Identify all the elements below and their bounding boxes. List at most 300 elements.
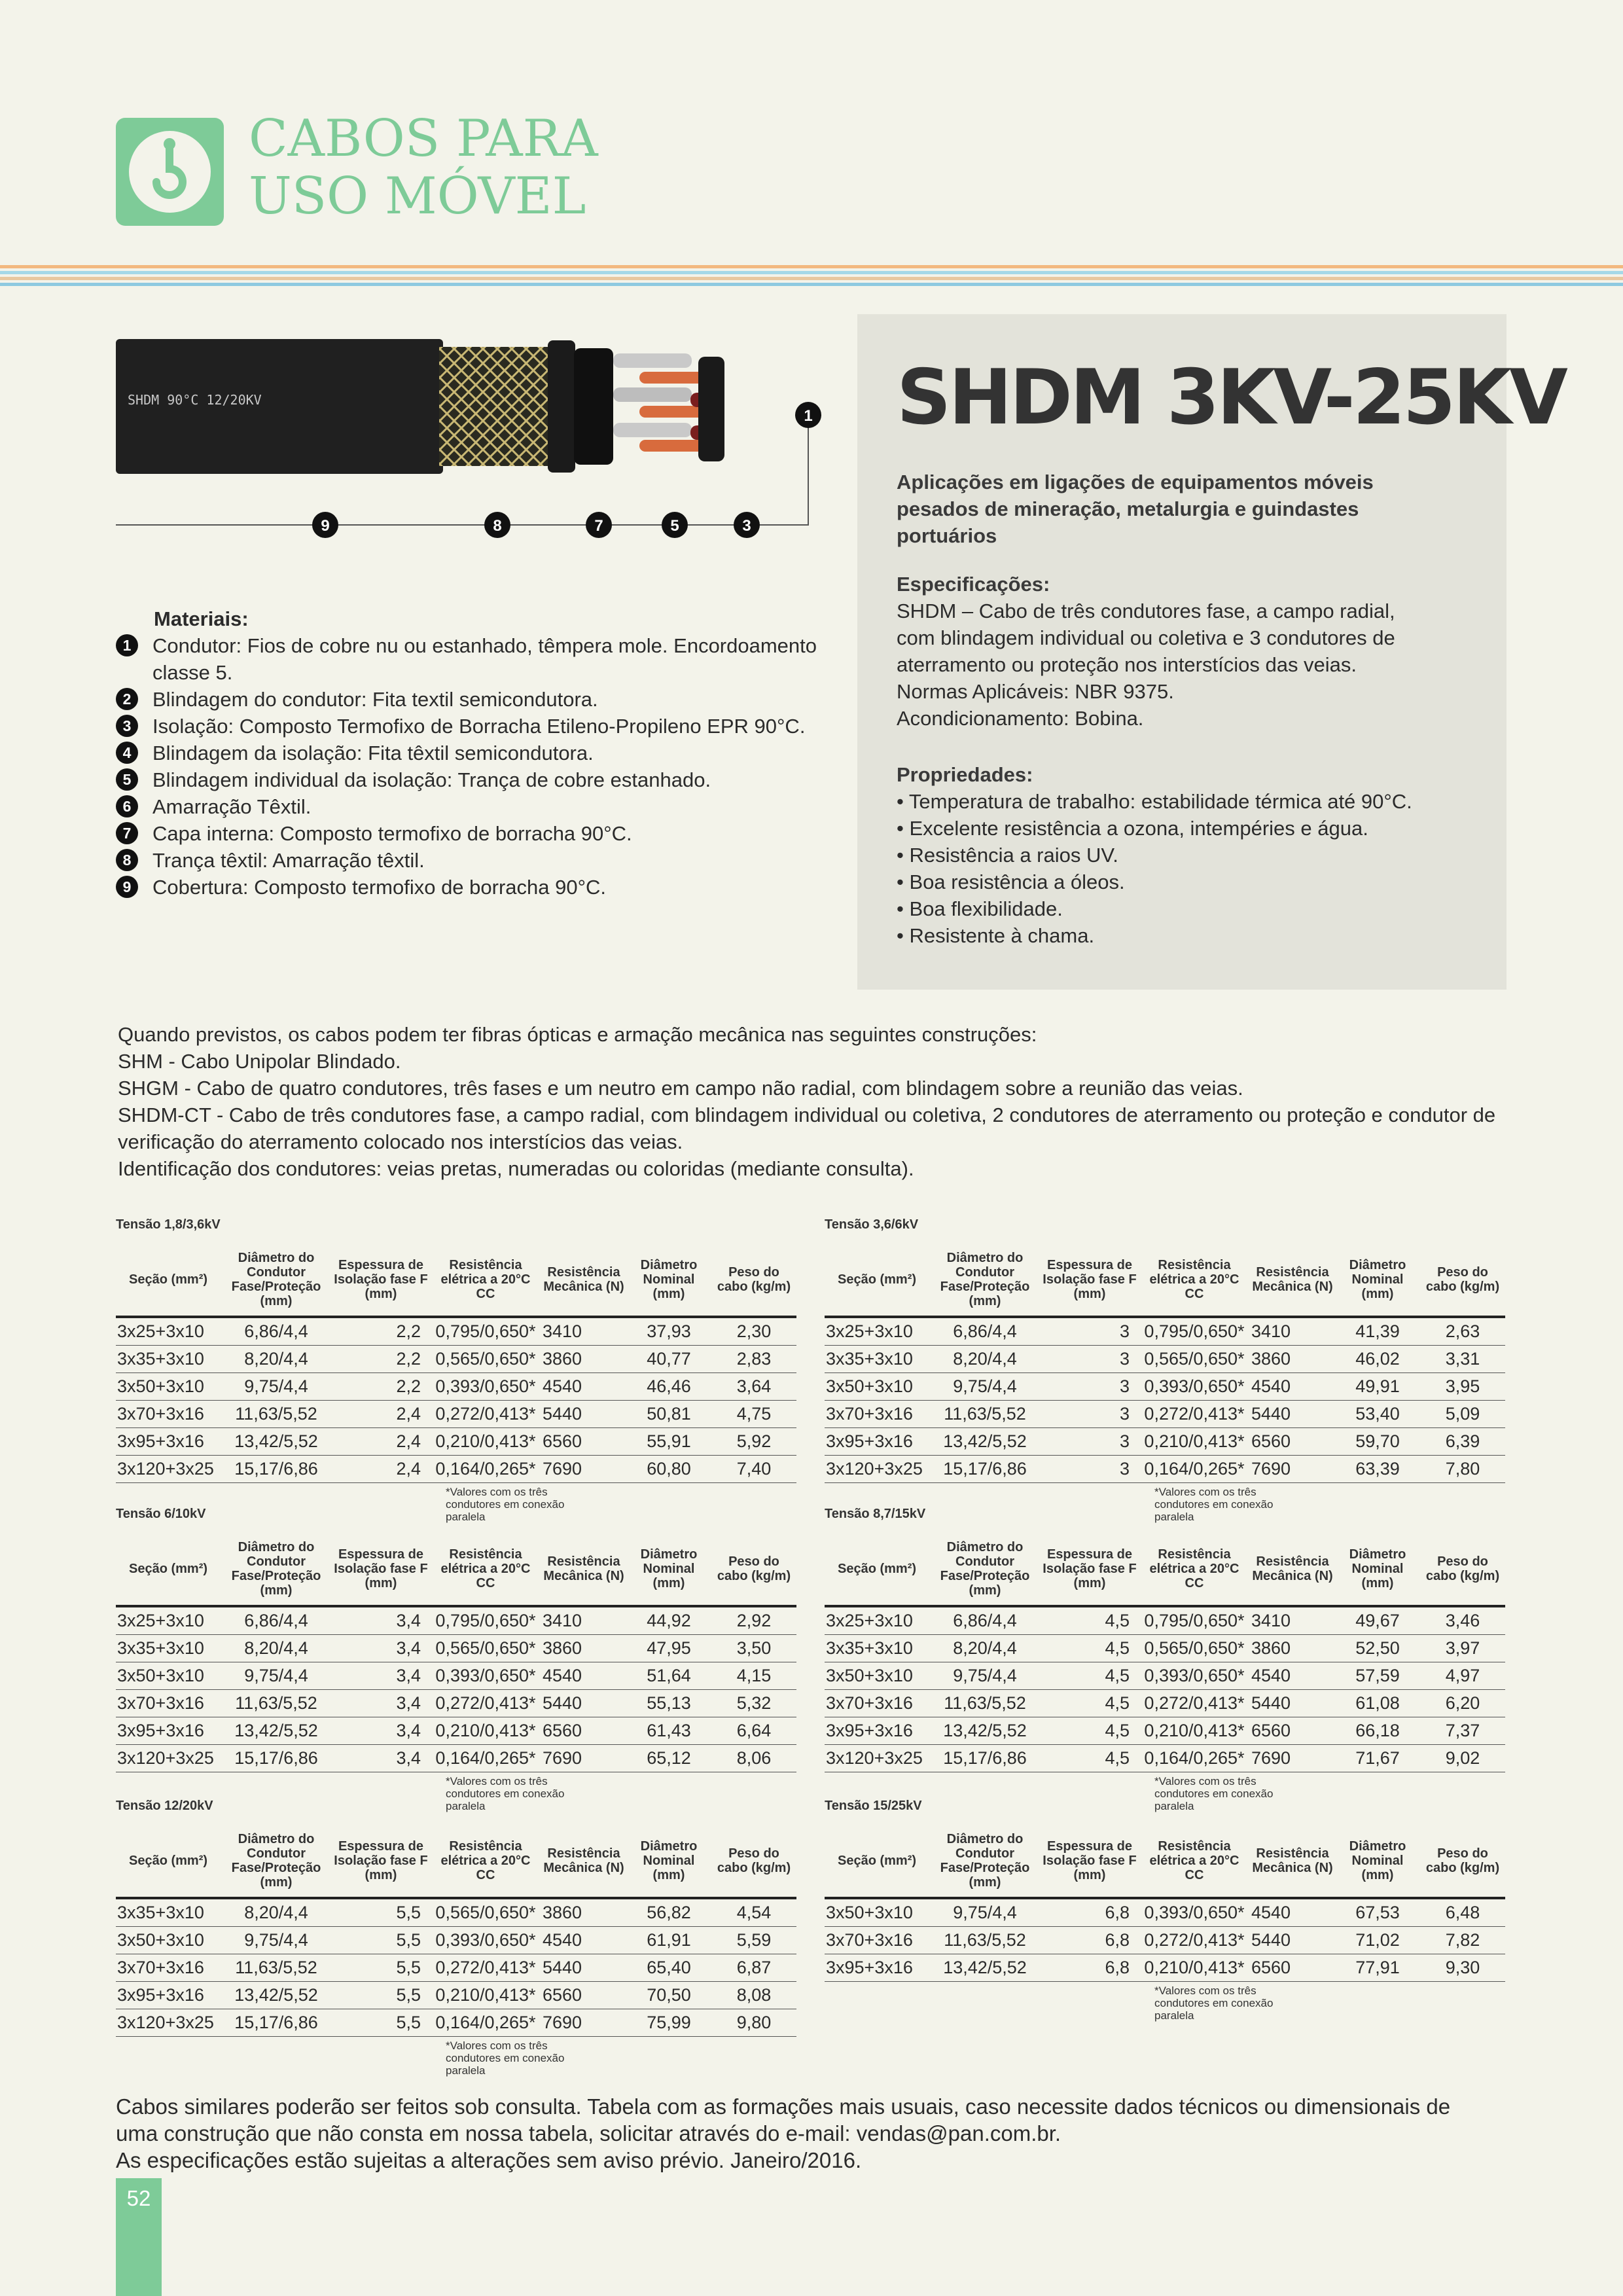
table-cell: 3x25+3x10 xyxy=(116,1606,221,1635)
material-text: Trança têxtil: Amarração têxtil. xyxy=(152,849,425,872)
table-cell: 4,5 xyxy=(1041,1717,1139,1745)
table-cell: 3,46 xyxy=(1420,1606,1505,1635)
table-cell: 6,86/4,4 xyxy=(929,1317,1041,1346)
table-cell: 5440 xyxy=(1250,1927,1335,1954)
table-cell: 11,63/5,52 xyxy=(929,1401,1041,1428)
material-text: Condutor: Fios de cobre nu ou estanhado, têmpera mole. Encordoamento classe 5. xyxy=(152,634,817,684)
column-header: Peso do cabo (kg/m) xyxy=(711,1825,796,1898)
table-cell: 2,63 xyxy=(1420,1317,1505,1346)
table-cell: 5,92 xyxy=(711,1428,796,1456)
table-block xyxy=(116,1507,796,1812)
table-cell: 11,63/5,52 xyxy=(221,1690,332,1717)
table-cell: 4,54 xyxy=(711,1898,796,1927)
table-block xyxy=(116,1799,796,2077)
table-cell: 8,20/4,4 xyxy=(221,1346,332,1373)
table-cell: 55,91 xyxy=(626,1428,711,1456)
table-cell: 3x95+3x16 xyxy=(825,1717,929,1745)
table-cell: 37,93 xyxy=(626,1317,711,1346)
table-cell: 0,164/0,265* xyxy=(1139,1456,1250,1483)
table-cell: 3x35+3x10 xyxy=(116,1346,221,1373)
table-cell: 3x120+3x25 xyxy=(116,2009,221,2037)
table-cell: 0,164/0,265* xyxy=(430,1745,541,1772)
material-number: 4 xyxy=(116,742,138,764)
material-item xyxy=(116,686,823,713)
table-cell: 6,8 xyxy=(1041,1954,1139,1982)
table-cell: 3x120+3x25 xyxy=(825,1745,929,1772)
table-cell: 3 xyxy=(1041,1317,1139,1346)
column-header: Peso do cabo (kg/m) xyxy=(1420,1825,1505,1898)
table-cell: 59,70 xyxy=(1335,1428,1420,1456)
table-cell: 15,17/6,86 xyxy=(221,1456,332,1483)
column-header: Peso do cabo (kg/m) xyxy=(711,1244,796,1317)
table-cell: 67,53 xyxy=(1335,1898,1420,1927)
table-cell: 0,795/0,650* xyxy=(430,1606,541,1635)
column-header: Resistência elétrica a 20°C CC xyxy=(1139,1244,1250,1317)
table-cell: 8,08 xyxy=(711,1982,796,2009)
table-cell: 0,210/0,413* xyxy=(430,1717,541,1745)
table-cell: 3x70+3x16 xyxy=(116,1690,221,1717)
table-cell: 61,91 xyxy=(626,1927,711,1954)
table-row xyxy=(116,1717,796,1745)
table-cell: 3860 xyxy=(1250,1635,1335,1662)
column-header: Espessura de Isolação fase F (mm) xyxy=(332,1533,430,1606)
table-row xyxy=(825,1927,1505,1954)
product-title: SHDM 3KV-25KV xyxy=(897,353,1565,442)
table-cell: 13,42/5,52 xyxy=(221,1982,332,2009)
specifications-section xyxy=(897,571,1486,732)
table-cell: 8,20/4,4 xyxy=(221,1898,332,1927)
table-cell: 3x25+3x10 xyxy=(825,1606,929,1635)
table-cell: 7690 xyxy=(541,2009,626,2037)
column-header: Espessura de Isolação fase F (mm) xyxy=(1041,1825,1139,1898)
column-header: Resistência Mecânica (N) xyxy=(1250,1533,1335,1606)
table-cell: 6560 xyxy=(1250,1954,1335,1982)
table-cell: 4,15 xyxy=(711,1662,796,1690)
table-cell: 4,5 xyxy=(1041,1745,1139,1772)
column-header: Peso do cabo (kg/m) xyxy=(711,1533,796,1606)
table-cell: 3x95+3x16 xyxy=(825,1428,929,1456)
table-cell: 3860 xyxy=(541,1635,626,1662)
property-item: • Resistente à chama. xyxy=(897,924,1095,947)
column-header: Seção (mm²) xyxy=(825,1825,929,1898)
cable-spec-table xyxy=(825,1825,1505,1982)
table-cell: 53,40 xyxy=(1335,1401,1420,1428)
property-item: • Resistência a raios UV. xyxy=(897,844,1118,867)
header-stripe xyxy=(0,265,1623,268)
callout-number: 8 xyxy=(493,517,502,535)
table-cell: 0,272/0,413* xyxy=(1139,1927,1250,1954)
table-row xyxy=(825,1635,1505,1662)
table-cell: 4540 xyxy=(1250,1898,1335,1927)
table-title: Tensão 6/10kV xyxy=(116,1507,206,1521)
material-item xyxy=(116,874,823,901)
table-cell: 6,39 xyxy=(1420,1428,1505,1456)
note-line: SHDM-CT - Cabo de três condutores fase, a campo radial, com blindagem individual ou coletiva, 2 condutores de aterramento ou proteção e condutor de verificação do aterramento colocado nos interstícios das veias. xyxy=(118,1103,1496,1153)
table-cell: 63,39 xyxy=(1335,1456,1420,1483)
footer-line: uma construção que não consta em nossa tabela, solicitar através do e-mail: vendas@pan.com.br. xyxy=(116,2121,1061,2145)
table-cell: 46,46 xyxy=(626,1373,711,1401)
material-text: Blindagem do condutor: Fita textil semicondutora. xyxy=(152,688,598,711)
table-cell: 65,40 xyxy=(626,1954,711,1982)
table-cell: 5,32 xyxy=(711,1690,796,1717)
table-cell: 7,37 xyxy=(1420,1717,1505,1745)
table-footnote: *Valores com os três condutores em conexão paralela xyxy=(446,1775,565,1812)
table-cell: 9,75/4,4 xyxy=(929,1373,1041,1401)
table-cell: 3x50+3x10 xyxy=(116,1927,221,1954)
table-cell: 3x25+3x10 xyxy=(825,1317,929,1346)
column-header: Diâmetro Nominal (mm) xyxy=(1335,1533,1420,1606)
cable-spec-table xyxy=(825,1244,1505,1483)
table-cell: 0,272/0,413* xyxy=(430,1954,541,1982)
table-cell: 2,4 xyxy=(332,1428,430,1456)
table-cell: 3x35+3x10 xyxy=(825,1635,929,1662)
material-item xyxy=(116,766,823,793)
table-cell: 40,77 xyxy=(626,1346,711,1373)
table-footnote: *Valores com os três condutores em conexão paralela xyxy=(446,1486,565,1523)
table-cell: 3410 xyxy=(1250,1606,1335,1635)
table-cell: 4540 xyxy=(541,1927,626,1954)
column-header: Diâmetro do Condutor Fase/Proteção (mm) xyxy=(221,1825,332,1898)
table-title: Tensão 12/20kV xyxy=(116,1799,213,1813)
table-cell: 6,86/4,4 xyxy=(221,1317,332,1346)
properties-heading: Propriedades: xyxy=(897,763,1033,786)
table-cell: 3,95 xyxy=(1420,1373,1505,1401)
table-title: Tensão 3,6/6kV xyxy=(825,1217,919,1232)
table-block xyxy=(116,1217,796,1523)
table-cell: 3410 xyxy=(541,1606,626,1635)
table-cell: 0,393/0,650* xyxy=(1139,1898,1250,1927)
table-cell: 3x50+3x10 xyxy=(116,1373,221,1401)
table-cell: 0,795/0,650* xyxy=(430,1317,541,1346)
cable-shield-braid xyxy=(613,353,692,368)
table-cell: 5,5 xyxy=(332,1927,430,1954)
material-number: 1 xyxy=(116,634,138,656)
table-cell: 3 xyxy=(1041,1346,1139,1373)
table-cell: 4540 xyxy=(1250,1373,1335,1401)
table-cell: 6,8 xyxy=(1041,1927,1139,1954)
table-cell: 0,210/0,413* xyxy=(430,1428,541,1456)
category-title-line1: CABOS PARA xyxy=(249,109,598,168)
table-cell: 57,59 xyxy=(1335,1662,1420,1690)
table-row xyxy=(825,1898,1505,1927)
table-cell: 0,565/0,650* xyxy=(1139,1635,1250,1662)
table-cell: 0,210/0,413* xyxy=(1139,1717,1250,1745)
table-cell: 5440 xyxy=(541,1401,626,1428)
table-cell: 8,20/4,4 xyxy=(929,1346,1041,1373)
table-cell: 0,272/0,413* xyxy=(1139,1401,1250,1428)
table-cell: 0,393/0,650* xyxy=(430,1662,541,1690)
callout-number: 1 xyxy=(804,407,813,425)
spec-line: Normas Aplicáveis: NBR 9375. xyxy=(897,680,1174,703)
table-cell: 5,5 xyxy=(332,1982,430,2009)
table-cell: 3860 xyxy=(541,1346,626,1373)
table-row xyxy=(116,1428,796,1456)
table-cell: 70,50 xyxy=(626,1982,711,2009)
table-row xyxy=(825,1745,1505,1772)
table-cell: 6560 xyxy=(541,1982,626,2009)
specifications-heading: Especificações: xyxy=(897,573,1050,596)
column-header: Diâmetro do Condutor Fase/Proteção (mm) xyxy=(221,1533,332,1606)
table-cell: 11,63/5,52 xyxy=(221,1954,332,1982)
spec-line: Acondicionamento: Bobina. xyxy=(897,707,1144,730)
table-cell: 4540 xyxy=(1250,1662,1335,1690)
category-logo xyxy=(116,118,224,226)
table-cell: 3x70+3x16 xyxy=(825,1690,929,1717)
table-cell: 41,39 xyxy=(1335,1317,1420,1346)
table-cell: 15,17/6,86 xyxy=(221,2009,332,2037)
header-stripe xyxy=(0,277,1623,280)
table-cell: 4,5 xyxy=(1041,1635,1139,1662)
spec-line: SHDM – Cabo de três condutores fase, a campo radial, xyxy=(897,600,1395,622)
category-title xyxy=(249,110,598,225)
table-cell: 3860 xyxy=(1250,1346,1335,1373)
material-number: 8 xyxy=(116,849,138,871)
column-header: Diâmetro Nominal (mm) xyxy=(626,1825,711,1898)
table-cell: 2,2 xyxy=(332,1373,430,1401)
table-cell: 6,48 xyxy=(1420,1898,1505,1927)
table-cell: 44,92 xyxy=(626,1606,711,1635)
table-cell: 47,95 xyxy=(626,1635,711,1662)
material-number: 7 xyxy=(116,822,138,844)
table-row xyxy=(116,1317,796,1346)
table-title: Tensão 1,8/3,6kV xyxy=(116,1217,221,1232)
table-cell: 50,81 xyxy=(626,1401,711,1428)
table-cell: 2,4 xyxy=(332,1456,430,1483)
table-cell: 6560 xyxy=(541,1428,626,1456)
table-cell: 3,97 xyxy=(1420,1635,1505,1662)
column-header: Espessura de Isolação fase F (mm) xyxy=(332,1825,430,1898)
table-cell: 3,50 xyxy=(711,1635,796,1662)
table-cell: 77,91 xyxy=(1335,1954,1420,1982)
table-cell: 0,272/0,413* xyxy=(430,1690,541,1717)
table-cell: 3,4 xyxy=(332,1745,430,1772)
table-row xyxy=(116,1456,796,1483)
table-cell: 15,17/6,86 xyxy=(929,1456,1041,1483)
table-cell: 7,80 xyxy=(1420,1456,1505,1483)
table-row xyxy=(825,1690,1505,1717)
table-cell: 7690 xyxy=(541,1456,626,1483)
column-header: Diâmetro do Condutor Fase/Proteção (mm) xyxy=(221,1244,332,1317)
column-header: Espessura de Isolação fase F (mm) xyxy=(1041,1533,1139,1606)
table-cell: 0,164/0,265* xyxy=(430,1456,541,1483)
table-cell: 71,67 xyxy=(1335,1745,1420,1772)
table-cell: 4,5 xyxy=(1041,1606,1139,1635)
column-header: Seção (mm²) xyxy=(116,1825,221,1898)
table-cell: 3860 xyxy=(541,1898,626,1927)
table-cell: 3,4 xyxy=(332,1606,430,1635)
table-cell: 9,75/4,4 xyxy=(221,1927,332,1954)
table-row xyxy=(116,2009,796,2037)
column-header: Peso do cabo (kg/m) xyxy=(1420,1533,1505,1606)
table-cell: 3x70+3x16 xyxy=(116,1401,221,1428)
material-text: Cobertura: Composto termofixo de borracha 90°C. xyxy=(152,876,607,899)
table-footnote: *Valores com os três condutores em conexão paralela xyxy=(1154,1486,1274,1523)
table-cell: 4540 xyxy=(541,1373,626,1401)
table-cell: 8,20/4,4 xyxy=(221,1635,332,1662)
table-cell: 6560 xyxy=(1250,1428,1335,1456)
table-cell: 8,20/4,4 xyxy=(929,1635,1041,1662)
column-header: Espessura de Isolação fase F (mm) xyxy=(332,1244,430,1317)
material-item xyxy=(116,632,823,686)
table-title: Tensão 15/25kV xyxy=(825,1799,922,1813)
table-cell: 3x95+3x16 xyxy=(116,1717,221,1745)
table-cell: 5440 xyxy=(541,1690,626,1717)
table-cell: 61,43 xyxy=(626,1717,711,1745)
table-cell: 13,42/5,52 xyxy=(929,1954,1041,1982)
table-row xyxy=(116,1927,796,1954)
table-cell: 0,393/0,650* xyxy=(430,1373,541,1401)
table-cell: 49,91 xyxy=(1335,1373,1420,1401)
table-cell: 2,4 xyxy=(332,1401,430,1428)
table-cell: 9,75/4,4 xyxy=(929,1662,1041,1690)
column-header: Seção (mm²) xyxy=(825,1244,929,1317)
table-cell: 3,31 xyxy=(1420,1346,1505,1373)
column-header: Resistência Mecânica (N) xyxy=(1250,1825,1335,1898)
table-cell: 3410 xyxy=(1250,1317,1335,1346)
table-cell: 3,4 xyxy=(332,1690,430,1717)
column-header: Resistência Mecânica (N) xyxy=(541,1533,626,1606)
material-text: Capa interna: Composto termofixo de borracha 90°C. xyxy=(152,822,632,845)
table-cell: 3 xyxy=(1041,1373,1139,1401)
column-header: Diâmetro Nominal (mm) xyxy=(1335,1244,1420,1317)
table-cell: 6560 xyxy=(541,1717,626,1745)
column-header: Espessura de Isolação fase F (mm) xyxy=(1041,1244,1139,1317)
table-cell: 3x120+3x25 xyxy=(116,1456,221,1483)
table-row xyxy=(116,1373,796,1401)
table-cell: 3,4 xyxy=(332,1717,430,1745)
table-row xyxy=(116,1635,796,1662)
table-cell: 2,30 xyxy=(711,1317,796,1346)
table-row xyxy=(825,1662,1505,1690)
table-cell: 65,12 xyxy=(626,1745,711,1772)
table-cell: 5,59 xyxy=(711,1927,796,1954)
table-cell: 0,393/0,650* xyxy=(1139,1662,1250,1690)
table-footnote: *Valores com os três condutores em conexão paralela xyxy=(1154,1775,1274,1812)
column-header: Resistência Mecânica (N) xyxy=(1250,1244,1335,1317)
cable-spec-table xyxy=(116,1825,796,2037)
callout-number: 9 xyxy=(321,517,330,535)
table-row xyxy=(825,1401,1505,1428)
table-cell: 7,40 xyxy=(711,1456,796,1483)
table-row xyxy=(116,1745,796,1772)
table-cell: 11,63/5,52 xyxy=(929,1927,1041,1954)
table-cell: 66,18 xyxy=(1335,1717,1420,1745)
table-cell: 3x95+3x16 xyxy=(825,1954,929,1982)
table-cell: 0,272/0,413* xyxy=(430,1401,541,1428)
table-row xyxy=(116,1346,796,1373)
table-cell: 3x95+3x16 xyxy=(116,1982,221,2009)
material-item xyxy=(116,847,823,874)
table-block xyxy=(825,1217,1505,1523)
table-cell: 5440 xyxy=(541,1954,626,1982)
column-header: Resistência elétrica a 20°C CC xyxy=(1139,1825,1250,1898)
table-cell: 0,565/0,650* xyxy=(430,1346,541,1373)
cable-spec-table xyxy=(116,1244,796,1483)
table-cell: 0,565/0,650* xyxy=(430,1635,541,1662)
table-cell: 2,92 xyxy=(711,1606,796,1635)
cable-textile-braid xyxy=(439,347,550,466)
table-cell: 4,97 xyxy=(1420,1662,1505,1690)
table-footnote: *Valores com os três condutores em conexão paralela xyxy=(446,2039,565,2077)
construction-notes xyxy=(118,1021,1505,1182)
table-cell: 8,06 xyxy=(711,1745,796,1772)
table-cell: 5440 xyxy=(1250,1401,1335,1428)
note-line: Identificação dos condutores: veias pretas, numeradas ou coloridas (mediante consulta). xyxy=(118,1157,914,1180)
column-header: Diâmetro Nominal (mm) xyxy=(626,1244,711,1317)
table-cell: 3 xyxy=(1041,1401,1139,1428)
table-row xyxy=(116,1401,796,1428)
table-cell: 0,565/0,650* xyxy=(430,1898,541,1927)
properties-section xyxy=(897,761,1486,949)
table-cell: 13,42/5,52 xyxy=(221,1717,332,1745)
table-cell: 3,4 xyxy=(332,1662,430,1690)
cable-inner-sheath xyxy=(548,340,575,473)
table-cell: 2,83 xyxy=(711,1346,796,1373)
table-cell: 3410 xyxy=(541,1317,626,1346)
table-cell: 0,393/0,650* xyxy=(430,1927,541,1954)
table-cell: 15,17/6,86 xyxy=(221,1745,332,1772)
table-cell: 13,42/5,52 xyxy=(221,1428,332,1456)
table-cell: 3 xyxy=(1041,1456,1139,1483)
crane-hook-icon xyxy=(129,131,211,213)
table-row xyxy=(116,1662,796,1690)
column-header: Diâmetro do Condutor Fase/Proteção (mm) xyxy=(929,1533,1041,1606)
table-cell: 71,02 xyxy=(1335,1927,1420,1954)
column-header: Diâmetro Nominal (mm) xyxy=(626,1533,711,1606)
table-cell: 2,2 xyxy=(332,1317,430,1346)
table-cell: 7690 xyxy=(541,1745,626,1772)
column-header: Resistência Mecânica (N) xyxy=(541,1244,626,1317)
table-cell: 6,86/4,4 xyxy=(221,1606,332,1635)
column-header: Resistência elétrica a 20°C CC xyxy=(1139,1533,1250,1606)
table-cell: 9,02 xyxy=(1420,1745,1505,1772)
table-cell: 0,393/0,650* xyxy=(1139,1373,1250,1401)
table-cell: 3,4 xyxy=(332,1635,430,1662)
table-cell: 0,164/0,265* xyxy=(430,2009,541,2037)
table-cell: 7690 xyxy=(1250,1456,1335,1483)
cable-spec-table xyxy=(116,1533,796,1772)
table-cell: 6560 xyxy=(1250,1717,1335,1745)
table-cell: 5,09 xyxy=(1420,1401,1505,1428)
table-cell: 0,164/0,265* xyxy=(1139,1745,1250,1772)
column-header: Diâmetro do Condutor Fase/Proteção (mm) xyxy=(929,1244,1041,1317)
table-cell: 3 xyxy=(1041,1428,1139,1456)
table-cell: 2,2 xyxy=(332,1346,430,1373)
table-cell: 13,42/5,52 xyxy=(929,1717,1041,1745)
column-header: Resistência elétrica a 20°C CC xyxy=(430,1825,541,1898)
column-header: Seção (mm²) xyxy=(825,1533,929,1606)
table-cell: 3x35+3x10 xyxy=(825,1346,929,1373)
table-cell: 52,50 xyxy=(1335,1635,1420,1662)
table-cell: 5,5 xyxy=(332,1954,430,1982)
material-text: Amarração Têxtil. xyxy=(152,795,312,818)
table-cell: 0,795/0,650* xyxy=(1139,1317,1250,1346)
table-cell: 0,272/0,413* xyxy=(1139,1690,1250,1717)
table-cell: 61,08 xyxy=(1335,1690,1420,1717)
table-cell: 0,210/0,413* xyxy=(1139,1428,1250,1456)
table-row xyxy=(116,1954,796,1982)
table-cell: 4540 xyxy=(541,1662,626,1690)
property-item: • Boa resistência a óleos. xyxy=(897,870,1125,893)
table-footnote: *Valores com os três condutores em conexão paralela xyxy=(1154,1984,1274,2022)
material-item xyxy=(116,740,823,766)
product-application: Aplicações em ligações de equipamentos móveis pesados de mineração, metalurgia e guindastes portuários xyxy=(897,471,1374,547)
footer-notes xyxy=(116,2093,1523,2174)
table-row xyxy=(825,1346,1505,1373)
material-number: 2 xyxy=(116,688,138,710)
property-item: • Temperatura de trabalho: estabilidade térmica até 90°C. xyxy=(897,790,1412,813)
table-cell: 46,02 xyxy=(1335,1346,1420,1373)
